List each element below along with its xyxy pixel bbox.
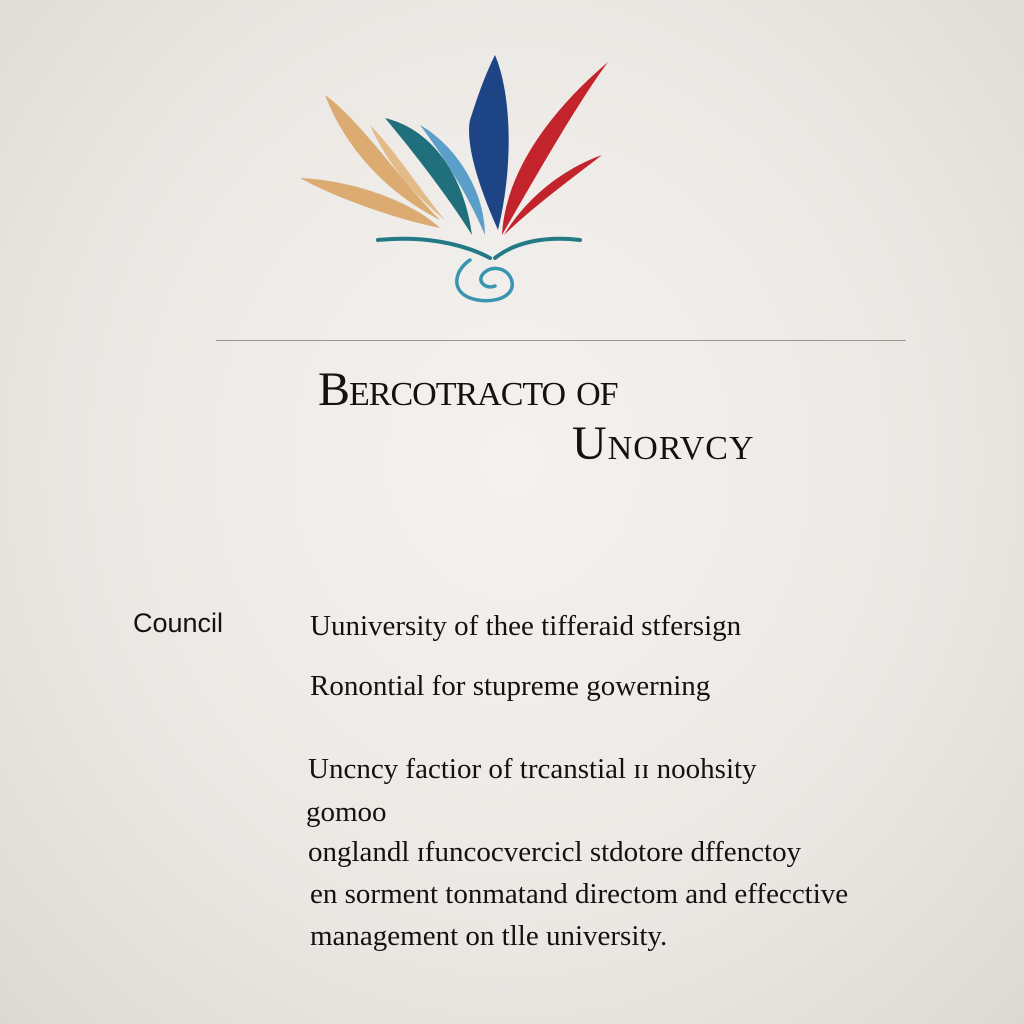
swirl-base	[457, 260, 512, 301]
university-logo	[290, 50, 620, 310]
body-line: en sorment tonmatand directom and effecctive	[310, 878, 849, 910]
body-line: Uuniversity of thee tifferaid stfersign	[310, 610, 742, 642]
divider-line	[216, 340, 906, 341]
feather-fan-icon	[300, 55, 608, 301]
red-feather-top	[502, 62, 608, 235]
heading-line-1: Bercotracto of	[318, 363, 618, 416]
body-line: gomoo	[306, 796, 387, 828]
body-line: Ronontial for stupreme gowerning	[310, 670, 711, 702]
book-right-page	[495, 239, 580, 258]
body-line: onglandl ɪfuncocvercicl stdotore dffenctoy	[308, 836, 802, 868]
body-line: management on tlle university.	[310, 920, 668, 952]
section-label: Council	[133, 608, 224, 638]
heading-line-2: Unorvcy	[572, 417, 755, 470]
body-line: Uncncy factior of trcanstial ɪɪ noohsity	[308, 753, 757, 785]
book-left-page	[378, 239, 490, 258]
